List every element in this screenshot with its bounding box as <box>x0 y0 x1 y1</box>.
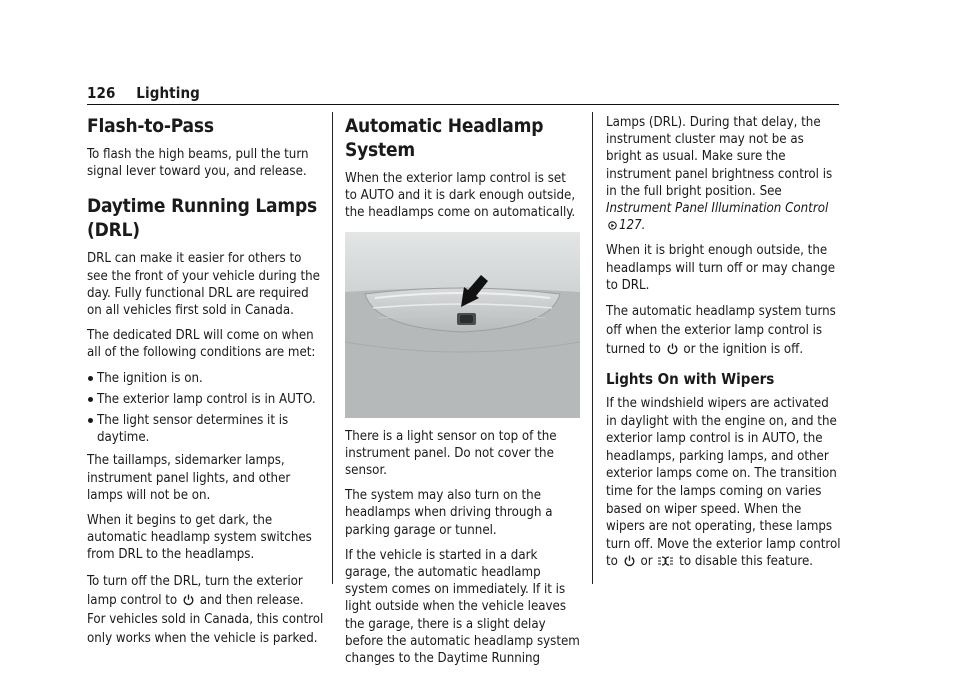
wipers-text-a: If the windshield wipers are activated in daylight with the engine on, and the exterior lamp control is in AUTO, the headlamps, parking lamps, and other exterior lamps come on. The transition time for the lamps coming on varies based on wiper speed. When the wipers are not operating, these lamps turn off. Move the exterior lamp control to <box>606 396 841 570</box>
drl-turn-off-paragraph <box>87 572 325 648</box>
column-1 <box>87 114 325 656</box>
list-item: The light sensor determines it is daytime. <box>87 412 325 446</box>
cross-reference-page[interactable]: 127. <box>619 218 646 234</box>
auto-headlamp-paragraph: There is a light sensor on top of the instrument panel. Do not cover the sensor. <box>345 428 557 479</box>
wipers-paragraph <box>606 395 842 571</box>
flash-to-pass-text: To flash the high beams, pull the turn signal lever toward you, and release. <box>87 147 309 180</box>
drl-heading: Daytime Running Lamps (DRL) <box>87 195 318 242</box>
wipers-or: or <box>640 554 653 570</box>
power-off-icon <box>624 555 635 567</box>
page-header <box>87 84 839 102</box>
column-3 <box>606 114 842 579</box>
auto-headlamp-paragraph: When the exterior lamp control is set to AUTO and it is dark enough outside, the headlamps come on automatically. <box>345 171 576 221</box>
power-off-icon <box>667 343 678 355</box>
flash-to-pass-heading: Flash-to-Pass <box>87 115 214 137</box>
auto-headlamp-heading: Automatic Headlamp System <box>345 115 544 161</box>
drl-turn-off-text-b: and then release. For vehicles sold in Canada, this control only works when the vehicle is parked. <box>87 592 324 646</box>
drl-turn-off-text-a: To turn off the DRL, turn the exterior lamp control to <box>87 573 303 608</box>
bright-paragraph: When it is bright enough outside, the headlamps will turn off or may change to DRL. <box>606 243 836 293</box>
page-number: 126 <box>87 84 116 102</box>
turn-off-text-b: or the ignition is off. <box>683 342 804 358</box>
list-item: The exterior lamp control is in AUTO. <box>87 391 325 408</box>
drl-delay-text: Lamps (DRL). During that delay, the instrument cluster may not be as bright as usual. Make sure the instrument panel brightness control is in the full bright position. See <box>606 115 833 199</box>
list-item: The ignition is on. <box>87 370 325 387</box>
auto-headlamp-paragraph: The system may also turn on the headlamps when driving through a parking garage or tunnel. <box>345 488 553 538</box>
header-rule <box>87 104 839 105</box>
wipers-text-b: to disable this feature. <box>679 554 814 570</box>
power-off-icon <box>183 594 194 606</box>
section-title: Lighting <box>136 84 200 102</box>
column-divider <box>332 112 333 584</box>
turn-off-text-a: The automatic headlamp system turns off when the exterior lamp control is turned to <box>606 304 836 358</box>
lights-on-with-wipers-heading: Lights On with Wipers <box>606 370 775 389</box>
drl-paragraph: DRL can make it easier for others to see the front of your vehicle during the day. Fully functional DRL are required on all vehicles first sold in Canada. <box>87 251 320 319</box>
turn-off-paragraph <box>606 302 842 359</box>
drl-paragraph: The dedicated DRL will come on when all of the following conditions are met: <box>87 328 316 361</box>
column-2 <box>345 114 580 675</box>
auto-headlamp-paragraph: If the vehicle is started in a dark garage, the automatic headlamp system comes on immediately. If it is light outside when the vehicle leaves the garage, there is a slight delay before the automatic headlamp system changes to the Daytime Running <box>345 547 580 667</box>
drl-paragraph: When it begins to get dark, the automatic headlamp system switches from DRL to the headlamps. <box>87 513 312 563</box>
column-divider <box>592 112 593 584</box>
light-sensor-photo <box>345 232 580 418</box>
page-reference-icon <box>608 220 617 231</box>
drl-conditions-list <box>87 370 325 447</box>
cross-reference-link[interactable]: Instrument Panel Illumination Control <box>606 201 829 217</box>
drl-delay-paragraph <box>606 114 842 234</box>
parking-lamps-icon <box>658 555 673 567</box>
drl-paragraph: The taillamps, sidemarker lamps, instrument panel lights, and other lamps will not be on. <box>87 453 291 503</box>
